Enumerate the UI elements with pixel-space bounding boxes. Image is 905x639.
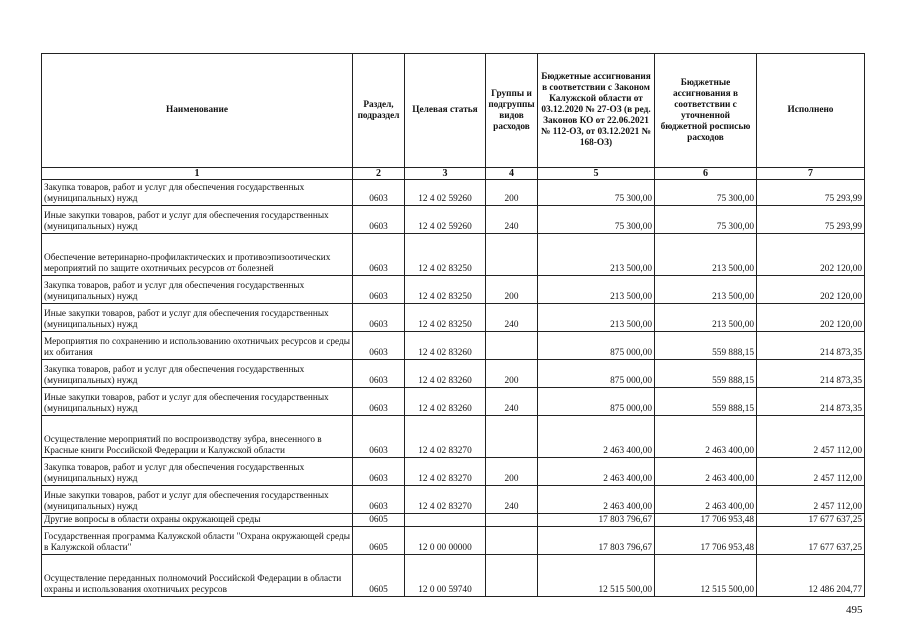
row-name: Иные закупки товаров, работ и услуг для обеспечения государственных (муниципальных) нужд <box>42 388 353 416</box>
row-group: 200 <box>486 180 538 206</box>
row-executed-amount: 2 457 112,00 <box>757 458 865 486</box>
row-name: Мероприятия по сохранению и использованию охотничьих ресурсов и среды их обитания <box>42 332 353 360</box>
row-law-amount: 2 463 400,00 <box>538 416 655 458</box>
row-law-amount: 213 500,00 <box>538 304 655 332</box>
row-target: 12 4 02 83270 <box>405 458 486 486</box>
row-executed-amount: 202 120,00 <box>757 304 865 332</box>
row-group: 240 <box>486 486 538 514</box>
row-section: 0603 <box>353 180 405 206</box>
row-name: Другие вопросы в области охраны окружающей среды <box>42 514 353 527</box>
table-row <box>42 555 865 597</box>
row-name: Осуществление мероприятий по воспроизводству зубра, внесенного в Красные книги Российской Федерации и Калужской области <box>42 416 353 458</box>
table-row <box>42 234 865 276</box>
table-row <box>42 180 865 206</box>
row-group: 240 <box>486 206 538 234</box>
row-group: 200 <box>486 458 538 486</box>
row-executed-amount: 214 873,35 <box>757 388 865 416</box>
table-row <box>42 206 865 234</box>
row-executed-amount: 2 457 112,00 <box>757 486 865 514</box>
column-number: 1 <box>42 168 353 180</box>
row-name: Иные закупки товаров, работ и услуг для обеспечения государственных (муниципальных) нужд <box>42 206 353 234</box>
row-executed-amount: 75 293,99 <box>757 180 865 206</box>
row-target: 12 4 02 59260 <box>405 180 486 206</box>
budget-table <box>41 53 865 597</box>
row-executed-amount: 202 120,00 <box>757 234 865 276</box>
row-group <box>486 416 538 458</box>
row-group <box>486 332 538 360</box>
row-group <box>486 527 538 555</box>
row-target: 12 4 02 83270 <box>405 486 486 514</box>
row-target: 12 0 00 59740 <box>405 555 486 597</box>
row-law-amount: 213 500,00 <box>538 234 655 276</box>
column-number: 7 <box>757 168 865 180</box>
row-executed-amount: 75 293,99 <box>757 206 865 234</box>
row-section: 0605 <box>353 527 405 555</box>
row-group: 240 <box>486 304 538 332</box>
header-executed: Исполнено <box>757 54 865 168</box>
column-number-row <box>42 168 865 180</box>
row-refined-amount: 213 500,00 <box>655 276 757 304</box>
row-refined-amount: 559 888,15 <box>655 360 757 388</box>
column-number: 5 <box>538 168 655 180</box>
row-target: 12 4 02 83270 <box>405 416 486 458</box>
row-law-amount: 2 463 400,00 <box>538 458 655 486</box>
header-target: Целевая статья <box>405 54 486 168</box>
row-name: Закупка товаров, работ и услуг для обеспечения государственных (муниципальных) нужд <box>42 180 353 206</box>
row-name: Обеспечение ветеринарно-профилактических и противоэпизоотических мероприятий по защите охотничьих ресурсов от болезней <box>42 234 353 276</box>
row-law-amount: 17 803 796,67 <box>538 514 655 527</box>
page-number: 495 <box>846 604 863 616</box>
row-refined-amount: 559 888,15 <box>655 388 757 416</box>
row-section: 0603 <box>353 206 405 234</box>
row-law-amount: 875 000,00 <box>538 360 655 388</box>
row-section: 0603 <box>353 304 405 332</box>
row-law-amount: 2 463 400,00 <box>538 486 655 514</box>
row-law-amount: 75 300,00 <box>538 206 655 234</box>
row-refined-amount: 12 515 500,00 <box>655 555 757 597</box>
row-executed-amount: 17 677 637,25 <box>757 514 865 527</box>
table-row <box>42 276 865 304</box>
row-target: 12 4 02 83260 <box>405 360 486 388</box>
table-row <box>42 360 865 388</box>
row-section: 0603 <box>353 360 405 388</box>
row-refined-amount: 75 300,00 <box>655 180 757 206</box>
row-executed-amount: 12 486 204,77 <box>757 555 865 597</box>
table-body <box>42 180 865 597</box>
row-group: 240 <box>486 388 538 416</box>
row-target: 12 0 00 00000 <box>405 527 486 555</box>
row-section: 0605 <box>353 555 405 597</box>
column-number: 2 <box>353 168 405 180</box>
row-law-amount: 75 300,00 <box>538 180 655 206</box>
row-name: Закупка товаров, работ и услуг для обеспечения государственных (муниципальных) нужд <box>42 360 353 388</box>
row-group <box>486 234 538 276</box>
table-row <box>42 458 865 486</box>
row-law-amount: 17 803 796,67 <box>538 527 655 555</box>
row-refined-amount: 17 706 953,48 <box>655 527 757 555</box>
row-executed-amount: 202 120,00 <box>757 276 865 304</box>
row-name: Закупка товаров, работ и услуг для обеспечения государственных (муниципальных) нужд <box>42 458 353 486</box>
row-target: 12 4 02 83250 <box>405 304 486 332</box>
row-target: 12 4 02 59260 <box>405 206 486 234</box>
row-refined-amount: 17 706 953,48 <box>655 514 757 527</box>
column-number: 3 <box>405 168 486 180</box>
row-section: 0603 <box>353 332 405 360</box>
row-section: 0603 <box>353 234 405 276</box>
header-name: Наименование <box>42 54 353 168</box>
row-section: 0603 <box>353 416 405 458</box>
row-name: Государственная программа Калужской области "Охрана окружающей среды в Калужской области" <box>42 527 353 555</box>
row-refined-amount: 75 300,00 <box>655 206 757 234</box>
row-executed-amount: 17 677 637,25 <box>757 527 865 555</box>
row-law-amount: 12 515 500,00 <box>538 555 655 597</box>
row-executed-amount: 214 873,35 <box>757 332 865 360</box>
row-law-amount: 875 000,00 <box>538 332 655 360</box>
row-target: 12 4 02 83250 <box>405 276 486 304</box>
row-refined-amount: 559 888,15 <box>655 332 757 360</box>
table-row <box>42 388 865 416</box>
row-target: 12 4 02 83260 <box>405 332 486 360</box>
row-section: 0605 <box>353 514 405 527</box>
row-target: 12 4 02 83250 <box>405 234 486 276</box>
row-section: 0603 <box>353 486 405 514</box>
row-executed-amount: 214 873,35 <box>757 360 865 388</box>
row-group: 200 <box>486 276 538 304</box>
row-law-amount: 875 000,00 <box>538 388 655 416</box>
row-refined-amount: 213 500,00 <box>655 304 757 332</box>
table-row <box>42 527 865 555</box>
row-refined-amount: 2 463 400,00 <box>655 416 757 458</box>
header-refined-allocations: Бюджетные ассигнования в соответствии с уточненной бюджетной росписью расходов <box>655 54 757 168</box>
row-refined-amount: 2 463 400,00 <box>655 458 757 486</box>
row-name: Иные закупки товаров, работ и услуг для обеспечения государственных (муниципальных) нужд <box>42 304 353 332</box>
row-group <box>486 514 538 527</box>
row-refined-amount: 213 500,00 <box>655 234 757 276</box>
row-name: Осуществление переданных полномочий Российской Федерации в области охраны и использования охотничьих ресурсов <box>42 555 353 597</box>
table-row <box>42 486 865 514</box>
row-executed-amount: 2 457 112,00 <box>757 416 865 458</box>
row-group: 200 <box>486 360 538 388</box>
row-group <box>486 555 538 597</box>
header-section: Раздел, подраздел <box>353 54 405 168</box>
row-refined-amount: 2 463 400,00 <box>655 486 757 514</box>
row-section: 0603 <box>353 388 405 416</box>
row-target: 12 4 02 83260 <box>405 388 486 416</box>
header-groups: Группы и подгруппы видов расходов <box>486 54 538 168</box>
header-law-allocations: Бюджетные ассигнования в соответствии с Законом Калужской области от 03.12.2020 № 27-ОЗ (в ред. Законов КО от 22.06.2021 № 112-ОЗ, от 03.12.2021 № 168-ОЗ) <box>538 54 655 168</box>
row-law-amount: 213 500,00 <box>538 276 655 304</box>
column-number: 4 <box>486 168 538 180</box>
row-name: Иные закупки товаров, работ и услуг для обеспечения государственных (муниципальных) нужд <box>42 486 353 514</box>
table-row <box>42 514 865 527</box>
row-section: 0603 <box>353 276 405 304</box>
row-target <box>405 514 486 527</box>
table-header-row <box>42 54 865 168</box>
table-row <box>42 332 865 360</box>
table-row <box>42 416 865 458</box>
column-number: 6 <box>655 168 757 180</box>
table-row <box>42 304 865 332</box>
row-section: 0603 <box>353 458 405 486</box>
row-name: Закупка товаров, работ и услуг для обеспечения государственных (муниципальных) нужд <box>42 276 353 304</box>
